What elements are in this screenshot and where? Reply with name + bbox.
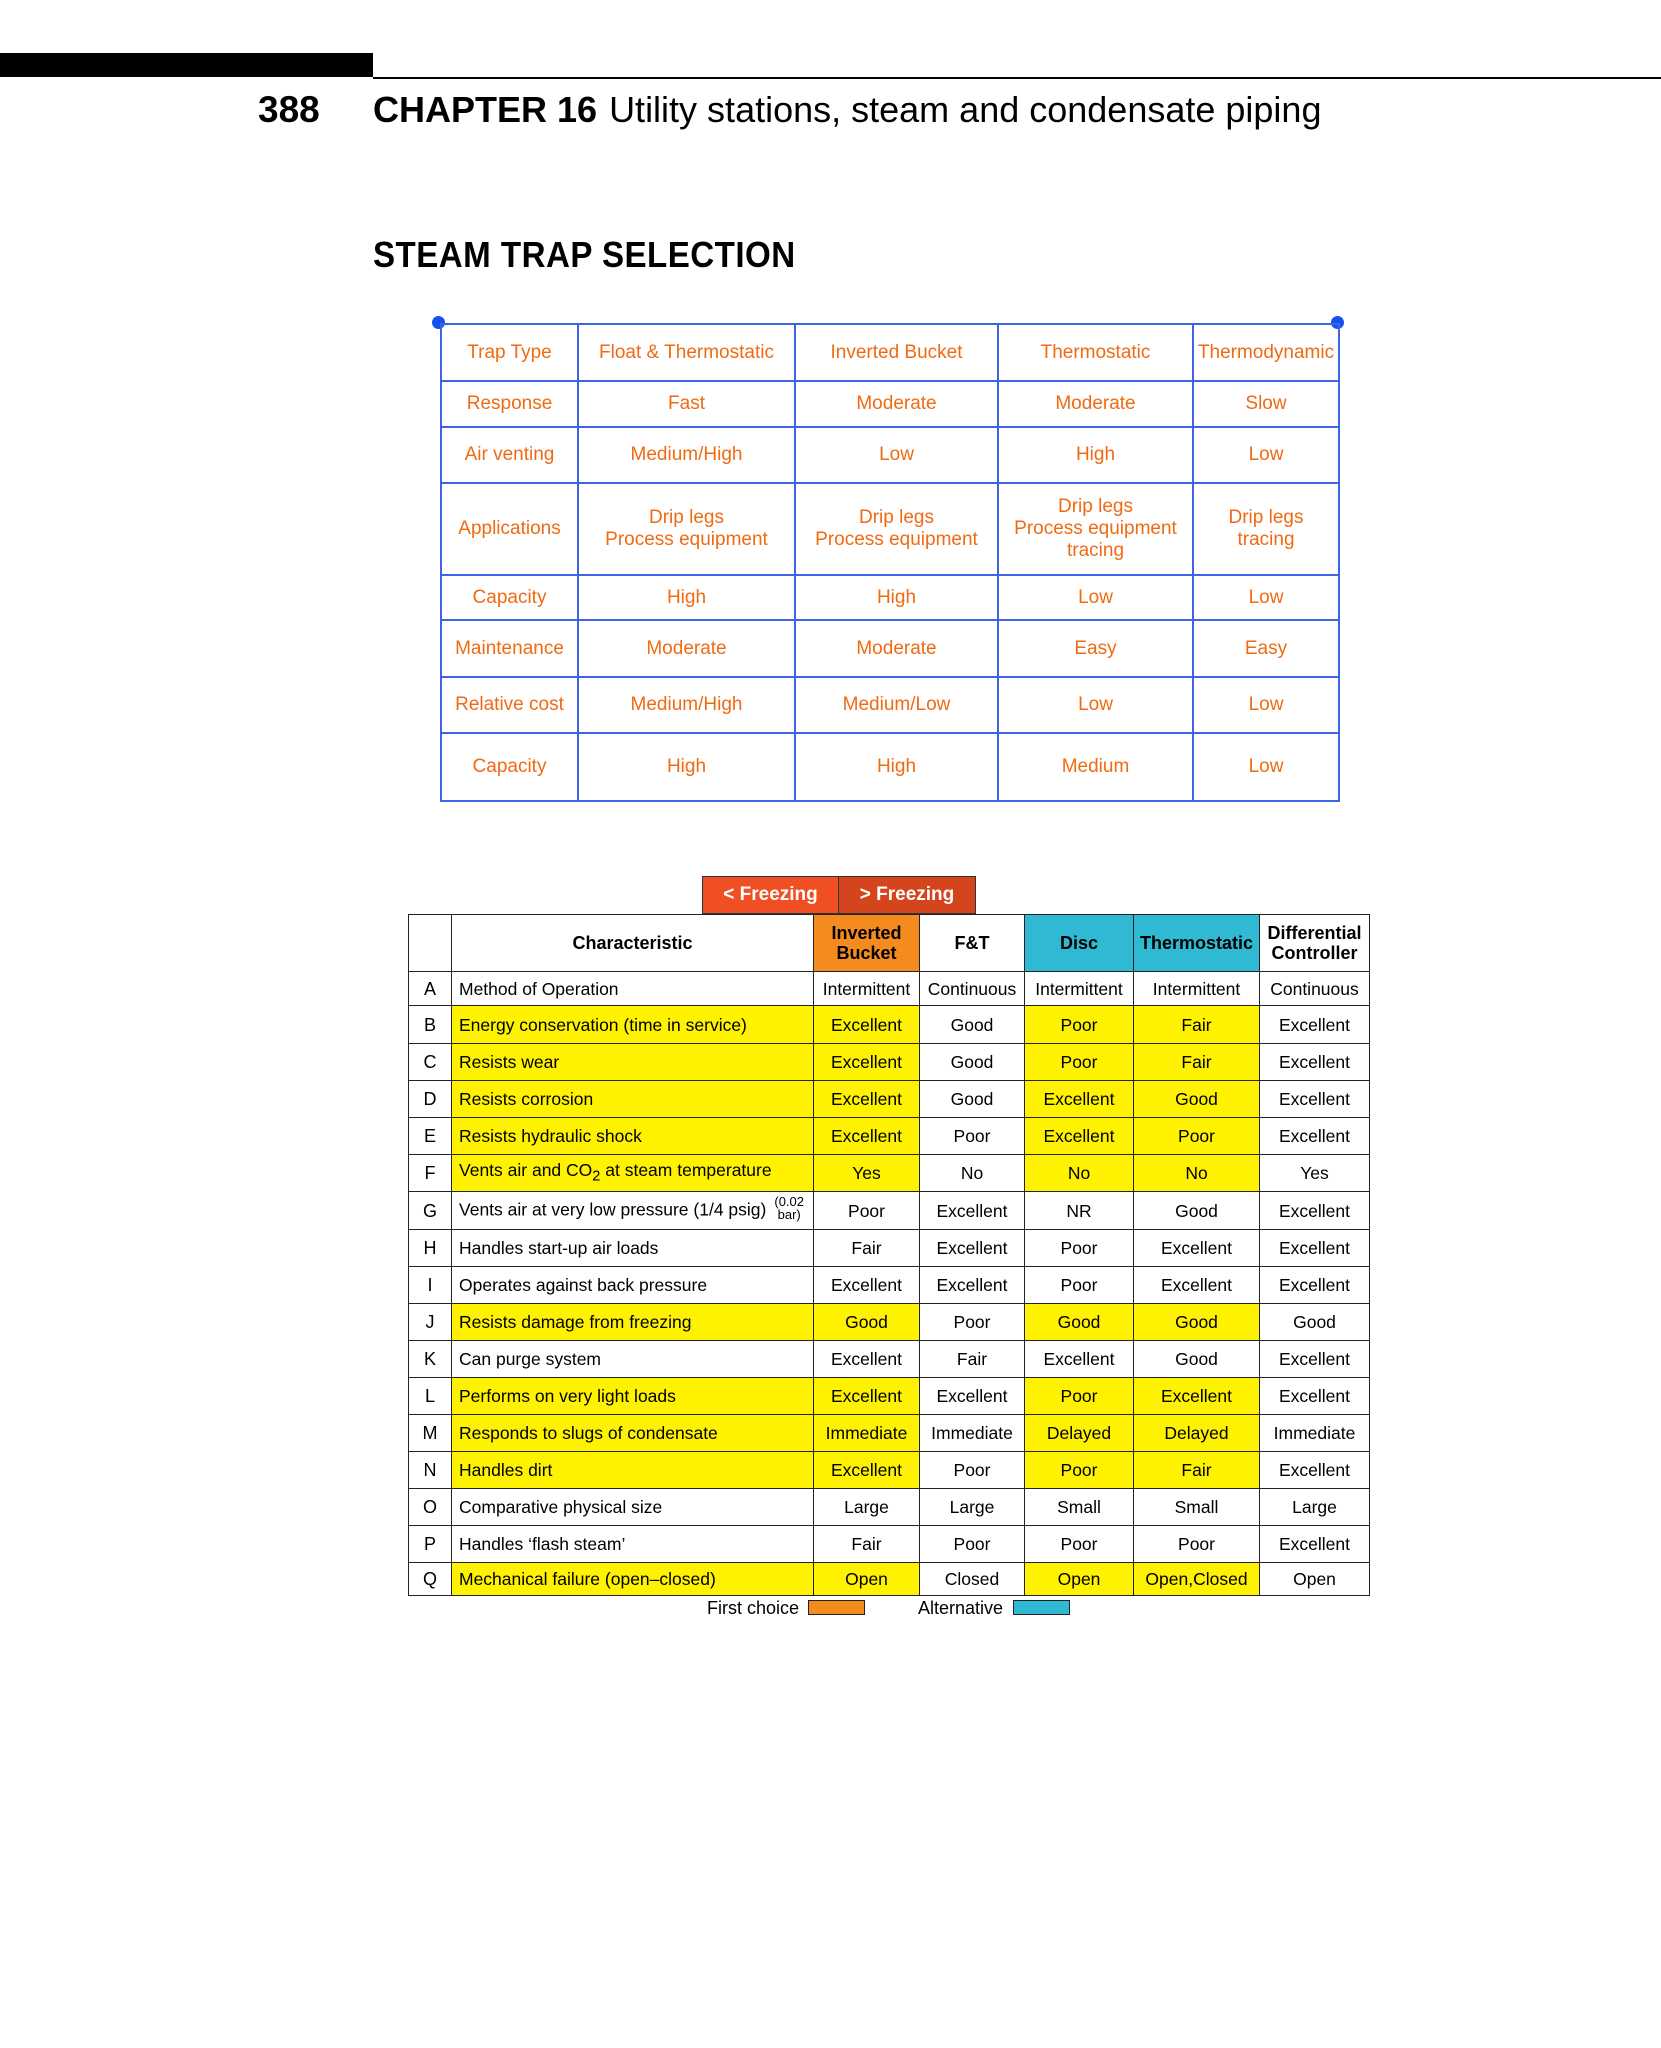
row-letter: D [409,1081,452,1118]
row-characteristic [452,1563,814,1596]
row-letter: P [409,1526,452,1563]
value-cell: Excellent [1134,1230,1260,1267]
value-cell: Intermittent [814,972,920,1006]
selection-cell: Inverted Bucket [795,324,998,381]
row-characteristic [452,1081,814,1118]
characteristic-text: Can purge system [459,1349,602,1369]
row-letter: J [409,1304,452,1341]
value-cell: Intermittent [1134,972,1260,1006]
selection-cell: Thermodynamic [1193,324,1339,381]
chapter-heading [373,86,1321,134]
value-cell: Good [920,1006,1025,1044]
selection-row [441,677,1339,733]
row-characteristic [452,972,814,1006]
characteristic-suffix: at steam temperature [600,1159,772,1180]
selection-cell: Low [1193,677,1339,733]
value-cell: Open [814,1563,920,1596]
header-cell: F&T [920,915,1025,972]
selection-row-label: Response [441,381,578,427]
header-cell: Inverted Bucket [814,915,920,972]
selection-cell: High [795,575,998,620]
value-cell: NR [1025,1192,1134,1230]
legend-alternative-label: Alternative [918,1598,1004,1618]
table-row [409,1304,1370,1341]
value-cell: Poor [814,1192,920,1230]
row-characteristic [452,1452,814,1489]
value-cell: Excellent [1025,1081,1134,1118]
value-cell: Delayed [1025,1415,1134,1452]
table-row [409,1378,1370,1415]
value-cell: Closed [920,1563,1025,1596]
row-letter: M [409,1415,452,1452]
table-row [409,1081,1370,1118]
value-cell: Fair [814,1526,920,1563]
value-cell: Continuous [1260,972,1370,1006]
value-cell: Immediate [1260,1415,1370,1452]
value-cell: Poor [1025,1378,1134,1415]
row-letter: L [409,1378,452,1415]
value-cell: Large [920,1489,1025,1526]
row-characteristic [452,1378,814,1415]
value-cell: Fair [1134,1452,1260,1489]
row-letter: G [409,1192,452,1230]
value-cell: Large [1260,1489,1370,1526]
header-cell: Disc [1025,915,1134,972]
selection-cell: Moderate [578,620,795,677]
row-characteristic [452,1304,814,1341]
table-row [409,1452,1370,1489]
value-cell: Poor [1134,1526,1260,1563]
selection-cell: Medium [998,733,1193,801]
header-cell: Differential Controller [1260,915,1370,972]
value-cell: Excellent [1260,1341,1370,1378]
value-cell: Yes [1260,1155,1370,1192]
selection-cell: High [578,575,795,620]
value-cell: Good [920,1081,1025,1118]
selection-cell: Moderate [795,620,998,677]
characteristic-text: Handles ‘flash steam’ [459,1534,626,1554]
selection-cell: Low [1193,427,1339,483]
tab-above-freezing: > Freezing [838,876,976,914]
selection-row [441,483,1339,575]
header-bar [0,53,373,77]
value-cell: Good [1134,1304,1260,1341]
characteristic-text: Resists wear [459,1052,560,1072]
characteristic-text: Resists damage from freezing [459,1312,692,1332]
selection-row-label: Trap Type [441,324,578,381]
row-characteristic [452,1044,814,1081]
characteristic-text: Performs on very light loads [459,1386,676,1406]
row-letter: N [409,1452,452,1489]
characteristic-text: Vents air at very low pressure (1/4 psig) [459,1199,767,1220]
chapter-title: Utility stations, steam and condensate piping [609,89,1322,130]
value-cell: Poor [1025,1044,1134,1081]
selection-cell: Slow [1193,381,1339,427]
value-cell: Excellent [814,1006,920,1044]
value-cell: Excellent [1260,1526,1370,1563]
row-characteristic [452,1230,814,1267]
row-characteristic [452,1155,814,1192]
characteristic-text: Handles start-up air loads [459,1238,659,1258]
selection-cell: Medium/High [578,677,795,733]
page-number: 388 [258,89,320,130]
value-cell: Poor [1025,1006,1134,1044]
value-cell: Poor [1025,1526,1134,1563]
row-letter: E [409,1118,452,1155]
row-letter: A [409,972,452,1006]
value-cell: Excellent [814,1341,920,1378]
selection-row-label: Applications [441,483,578,575]
value-cell: Excellent [1260,1192,1370,1230]
selection-cell: Low [998,575,1193,620]
value-cell: Excellent [814,1118,920,1155]
row-characteristic [452,1118,814,1155]
header-rule [373,77,1661,79]
row-characteristic [452,1489,814,1526]
selection-cell: Easy [1193,620,1339,677]
table-row [409,1118,1370,1155]
value-cell: No [920,1155,1025,1192]
value-cell: Excellent [920,1378,1025,1415]
legend-alternative-swatch [1013,1600,1070,1615]
value-cell: Poor [1025,1452,1134,1489]
pressure-note [774,1195,804,1221]
characteristic-text: Operates against back pressure [459,1275,708,1295]
value-cell: Immediate [814,1415,920,1452]
characteristic-subscript: 2 [592,1168,601,1185]
value-cell: Excellent [920,1267,1025,1304]
characteristic-text: Vents air and CO [459,1159,593,1180]
characteristic-text: Method of Operation [459,978,619,999]
value-cell: Good [1134,1081,1260,1118]
value-cell: Open [1260,1563,1370,1596]
value-cell: Excellent [1260,1378,1370,1415]
value-cell: Excellent [1260,1118,1370,1155]
value-cell: Immediate [920,1415,1025,1452]
value-cell: Excellent [1134,1378,1260,1415]
selection-cell: Thermostatic [998,324,1193,381]
selection-cell: Medium/Low [795,677,998,733]
value-cell: Excellent [814,1044,920,1081]
row-letter: C [409,1044,452,1081]
value-cell: Good [1134,1341,1260,1378]
trap-comparison-table [408,914,1370,1596]
section-title: STEAM TRAP SELECTION [373,234,796,275]
table-row [409,1489,1370,1526]
value-cell: Small [1134,1489,1260,1526]
selection-row-label: Capacity [441,575,578,620]
table-row [409,1341,1370,1378]
value-cell: Open,Closed [1134,1563,1260,1596]
value-cell: Excellent [920,1192,1025,1230]
value-cell: Good [1134,1192,1260,1230]
selection-row [441,733,1339,801]
selection-cell: Moderate [998,381,1193,427]
row-characteristic [452,1192,814,1230]
value-cell: Excellent [1260,1081,1370,1118]
value-cell: Good [814,1304,920,1341]
table-row [409,1006,1370,1044]
selection-cell: Drip legs Process equipment [578,483,795,575]
value-cell: Excellent [1134,1267,1260,1304]
header-cell: Characteristic [452,915,814,972]
value-cell: Poor [1025,1267,1134,1304]
selection-cell: High [998,427,1193,483]
tab-below-freezing: < Freezing [702,876,839,914]
pressure-note-line2: bar) [777,1206,801,1222]
value-cell: Poor [920,1452,1025,1489]
characteristic-text: Energy conservation (time in service) [459,1014,747,1035]
table-row [409,1267,1370,1304]
selection-cell: Low [1193,733,1339,801]
selection-cell: Medium/High [578,427,795,483]
selection-cell: Low [795,427,998,483]
row-letter: O [409,1489,452,1526]
characteristic-text: Mechanical failure (open–closed) [459,1569,716,1589]
table-row [409,972,1370,1006]
selection-cell: Float & Thermostatic [578,324,795,381]
table-row [409,1192,1370,1230]
value-cell: Excellent [1260,1044,1370,1081]
value-cell: Excellent [1260,1267,1370,1304]
selection-cell: Moderate [795,381,998,427]
value-cell: Small [1025,1489,1134,1526]
selection-cell: Drip legs Process equipment tracing [998,483,1193,575]
selection-cell: Fast [578,381,795,427]
value-cell: Continuous [920,972,1025,1006]
selection-cell: Low [998,677,1193,733]
value-cell: Yes [814,1155,920,1192]
value-cell: Good [1260,1304,1370,1341]
value-cell: No [1134,1155,1260,1192]
selection-row-label: Capacity [441,733,578,801]
value-cell: Excellent [814,1081,920,1118]
row-letter: Q [409,1563,452,1596]
value-cell: Good [1025,1304,1134,1341]
value-cell: Fair [1134,1044,1260,1081]
value-cell: Excellent [1260,1006,1370,1044]
selection-row-label: Relative cost [441,677,578,733]
value-cell: Poor [1025,1230,1134,1267]
value-cell: No [1025,1155,1134,1192]
value-cell: Delayed [1134,1415,1260,1452]
row-letter: I [409,1267,452,1304]
selection-cell: High [795,733,998,801]
row-characteristic [452,1526,814,1563]
value-cell: Excellent [814,1378,920,1415]
characteristic-text: Responds to slugs of condensate [459,1423,718,1443]
legend-first-choice-label: First choice [707,1598,800,1618]
legend-first-choice-swatch [808,1600,865,1615]
selection-cell: Low [1193,575,1339,620]
value-cell: Poor [1134,1118,1260,1155]
selection-row [441,324,1339,381]
value-cell: Fair [814,1230,920,1267]
table-row [409,1155,1370,1192]
selection-row [441,381,1339,427]
row-letter: H [409,1230,452,1267]
characteristic-text: Comparative physical size [459,1497,663,1517]
value-cell: Fair [920,1341,1025,1378]
row-characteristic [452,1267,814,1304]
selection-cell: Drip legs Process equipment [795,483,998,575]
characteristic-text: Resists hydraulic shock [459,1126,642,1146]
value-cell: Excellent [814,1452,920,1489]
steam-trap-selection-table [440,323,1340,802]
selection-row [441,575,1339,620]
row-letter: F [409,1155,452,1192]
row-characteristic [452,1415,814,1452]
selection-row [441,427,1339,483]
table-row [409,1230,1370,1267]
pressure-note-line1: (0.02 [774,1193,804,1209]
value-cell: Poor [920,1118,1025,1155]
selection-cell: Easy [998,620,1193,677]
value-cell: Intermittent [1025,972,1134,1006]
table-row [409,1044,1370,1081]
selection-cell: Drip legs tracing [1193,483,1339,575]
row-characteristic [452,1341,814,1378]
table-row [409,1415,1370,1452]
table-row [409,1526,1370,1563]
value-cell: Poor [920,1304,1025,1341]
header-letter-col [409,915,452,972]
selection-cell: High [578,733,795,801]
value-cell: Excellent [1025,1118,1134,1155]
selection-row-label: Air venting [441,427,578,483]
selection-row [441,620,1339,677]
value-cell: Large [814,1489,920,1526]
value-cell: Fair [1134,1006,1260,1044]
characteristic-text: Handles dirt [459,1460,553,1480]
row-letter: K [409,1341,452,1378]
characteristic-text: Resists corrosion [459,1089,594,1109]
value-cell: Poor [920,1526,1025,1563]
value-cell: Excellent [1260,1452,1370,1489]
value-cell: Good [920,1044,1025,1081]
chapter-label: CHAPTER 16 [373,89,598,130]
selection-row-label: Maintenance [441,620,578,677]
header-cell: Thermostatic [1134,915,1260,972]
value-cell: Excellent [920,1230,1025,1267]
value-cell: Excellent [814,1267,920,1304]
table-row [409,1563,1370,1596]
value-cell: Open [1025,1563,1134,1596]
value-cell: Excellent [1025,1341,1134,1378]
row-letter: B [409,1006,452,1044]
row-characteristic [452,1006,814,1044]
value-cell: Excellent [1260,1230,1370,1267]
